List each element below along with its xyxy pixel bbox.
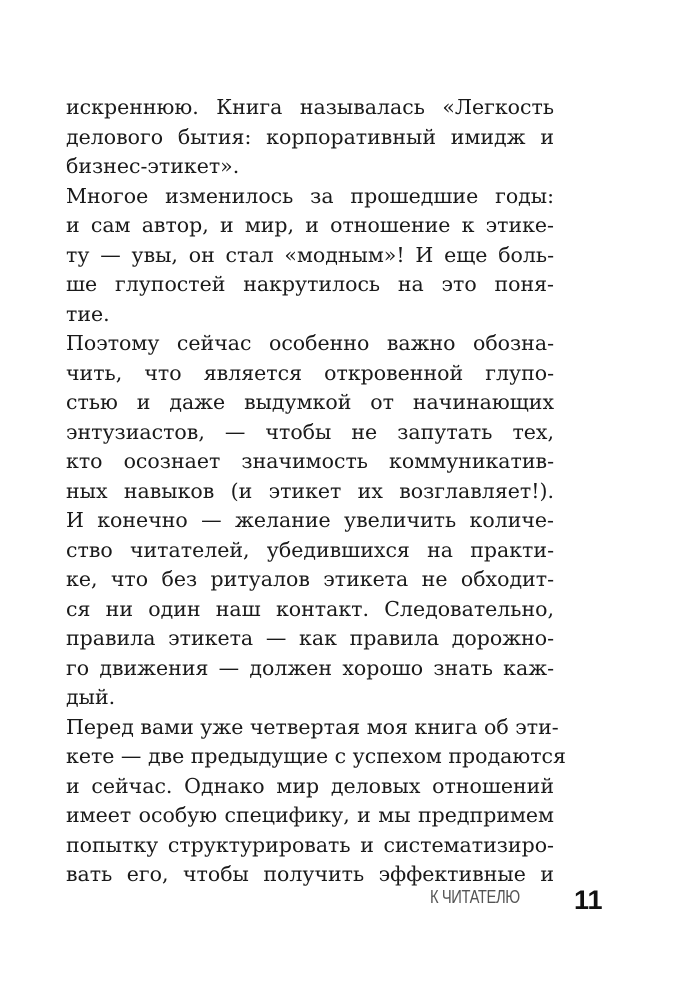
running-footer-section-title: К ЧИТАТЕЛЮ: [430, 887, 520, 907]
text-line: кете — две предыдущие с успехом продаются: [66, 744, 566, 768]
text-line: ных навыков (и этикет их возглавляет!).: [66, 478, 554, 503]
text-line: И конечно — желание увеличить количе-: [66, 508, 554, 532]
text-line: имеет особую специфику, и мы предпримем: [66, 803, 554, 827]
text-line: ке, что без ритуалов этикета не обходит-: [66, 567, 554, 591]
text-line: ство читателей, убедившихся на практи-: [66, 537, 554, 562]
text-line: ту — увы, он стал «модным»! И еще боль-: [66, 242, 554, 267]
text-line: чить, что является откровенной глупо-: [66, 360, 554, 385]
text-line: и сам автор, и мир, и отношение к этике-: [66, 213, 554, 237]
text-line: ше глупостей накрутилось на это поня-: [66, 272, 554, 296]
text-line: го движения — должен хорошо знать каж-: [66, 655, 554, 680]
text-line: дый.: [66, 685, 116, 709]
text-line: Многое изменилось за прошедшие годы:: [66, 183, 554, 208]
text-line: тие.: [66, 301, 110, 326]
text-line: и сейчас. Однако мир деловых отношений: [66, 773, 554, 798]
text-line: энтузиастов, — чтобы не запутать тех,: [66, 419, 554, 444]
text-line: искреннюю. Книга называлась «Легкость: [66, 95, 554, 119]
text-line: делового бытия: корпоративный имидж и: [66, 124, 554, 149]
text-line: бизнес-этикет».: [66, 154, 240, 178]
text-line: стью и даже выдумкой от начинающих: [66, 390, 554, 414]
text-line: Поэтому сейчас особенно важно обозна-: [66, 331, 554, 355]
text-line: кто осознает значимость коммуникатив-: [66, 449, 554, 473]
text-line: правила этикета — как правила дорожно-: [66, 626, 554, 650]
text-line: ся ни один наш контакт. Следовательно,: [66, 596, 554, 621]
body-text: [66, 93, 566, 890]
text-line: Перед вами уже четвертая моя книга об эти-: [66, 714, 559, 739]
text-line: попытку структурировать и систематизиро-: [66, 832, 554, 857]
page-number: 11: [574, 885, 603, 915]
text-line: вать его, чтобы получить эффективные и: [66, 862, 554, 886]
